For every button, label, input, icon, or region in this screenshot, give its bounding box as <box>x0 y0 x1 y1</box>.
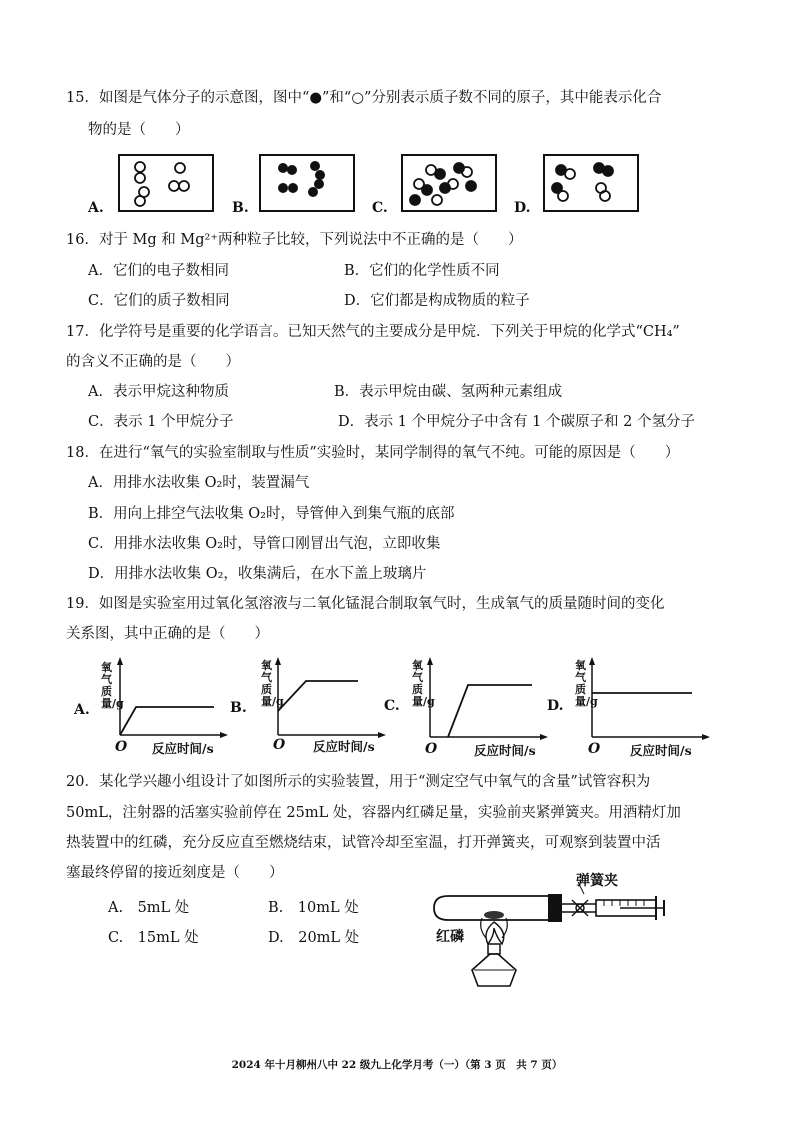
q19-graph-c-xlabel: 反应时间/s <box>474 743 536 758</box>
q20-option-a: A. 5mL 处 <box>108 900 190 916</box>
q17-stem-line2: 的含义不正确的是（ ） <box>66 354 240 370</box>
q20-red-phosphorus-label: 红磷 <box>436 929 464 945</box>
q15-stem-line2: 物的是（ ） <box>88 122 190 138</box>
q20-option-b: B. 10mL 处 <box>268 900 359 916</box>
q19-graph-a-xlabel: 反应时间/s <box>152 741 214 756</box>
q19-graph-b-xlabel: 反应时间/s <box>313 739 375 754</box>
q16-option-a: A．它们的电子数相同 <box>88 263 229 279</box>
q15-option-b-label: B. <box>232 200 249 216</box>
q20-spring-clip-label: 弹簧夹 <box>576 873 618 889</box>
q16-option-b: B．它们的化学性质不同 <box>344 263 500 279</box>
q18-stem: 18．在进行“氧气的实验室制取与性质”实验时，某同学制得的氧气不纯。可能的原因是（ ） <box>66 445 680 461</box>
q15-option-a-label: A. <box>88 200 104 216</box>
q19-graph-d-origin: O <box>588 741 601 757</box>
q20-option-c: C. 15mL 处 <box>108 930 199 946</box>
q19-option-b-label: B. <box>230 700 247 716</box>
q19-graph-b-origin: O <box>273 737 286 753</box>
q20-stem-line4: 塞最终停留的接近刻度是（ ） <box>66 865 284 881</box>
q15-option-d-label: D. <box>514 200 531 216</box>
q20-option-d: D. 20mL 处 <box>268 930 360 946</box>
q19-stem-line1: 19．如图是实验室用过氧化氢溶液与二氧化锰混合制取氧气时，生成氧气的质量随时间的变化 <box>66 596 665 612</box>
q15-option-c-label: C. <box>372 200 388 216</box>
q15-option-c-figure <box>401 154 497 212</box>
q18-option-c: C．用排水法收集 O₂时，导管口刚冒出气泡，立即收集 <box>88 536 441 552</box>
q19-graph-a-ylabel: 氧气质量/g <box>101 661 124 710</box>
q18-option-d: D．用排水法收集 O₂，收集满后，在水下盖上玻璃片 <box>88 566 427 582</box>
q17-stem-line1: 17．化学符号是重要的化学语言。已知天然气的主要成分是甲烷．下列关于甲烷的化学式“CH₄” <box>66 324 680 340</box>
q19-graph-b-ylabel: 氧气质量/g <box>261 659 284 708</box>
q17-option-b: B．表示甲烷由碳、氢两种元素组成 <box>334 384 563 400</box>
q20-stem-line3: 热装置中的红磷，充分反应直至燃烧结束，试管冷却至室温，打开弹簧夹，可观察到装置中活 <box>66 835 661 851</box>
q16-option-c: C．它们的质子数相同 <box>88 293 230 309</box>
q19-graph-d-ylabel: 氧气质量/g <box>575 659 598 708</box>
q19-graph-c-ylabel: 氧气质量/g <box>412 659 435 708</box>
q18-option-b: B．用向上排空气法收集 O₂时，导管伸入到集气瓶的底部 <box>88 506 455 522</box>
q15-option-d-figure <box>543 154 639 212</box>
q20-stem-line1: 20．某化学兴趣小组设计了如图所示的实验装置，用于“测定空气中氧气的含量”试管容积为 <box>66 774 651 790</box>
q15-stem-line1: 15．如图是气体分子的示意图，图中“●”和“○”分别表示质子数不同的原子，其中能表示化合 <box>66 90 662 106</box>
q17-option-d: D．表示 1 个甲烷分子中含有 1 个碳原子和 2 个氢分子 <box>338 414 695 430</box>
q19-stem-line2: 关系图，其中正确的是（ ） <box>66 626 269 642</box>
q19-option-d-label: D. <box>547 698 564 714</box>
q15-option-a-figure <box>118 154 214 212</box>
q18-option-a: A．用排水法收集 O₂时，装置漏气 <box>88 475 310 491</box>
q16-option-d: D．它们都是构成物质的粒子 <box>344 293 530 309</box>
q19-option-a-label: A. <box>74 702 90 718</box>
q19-graph-a-origin: O <box>115 739 128 755</box>
q17-option-c: C．表示 1 个甲烷分子 <box>88 414 234 430</box>
q16-stem: 16．对于 Mg 和 Mg²⁺两种粒子比较，下列说法中不正确的是（ ） <box>66 232 523 248</box>
q20-stem-line2: 50mL，注射器的活塞实验前停在 25mL 处，容器内红磷足量，实验前夹紧弹簧夹。用酒精灯加 <box>66 805 681 821</box>
page-footer: 2024 年十月柳州八中 22 级九上化学月考（一）（第 3 页 共 7 页） <box>231 1059 563 1071</box>
q19-graph-d-xlabel: 反应时间/s <box>630 743 692 758</box>
q15-option-b-figure <box>259 154 355 212</box>
q17-option-a: A．表示甲烷这种物质 <box>88 384 229 400</box>
q19-graph-c-origin: O <box>425 741 438 757</box>
q19-option-c-label: C. <box>384 698 400 714</box>
